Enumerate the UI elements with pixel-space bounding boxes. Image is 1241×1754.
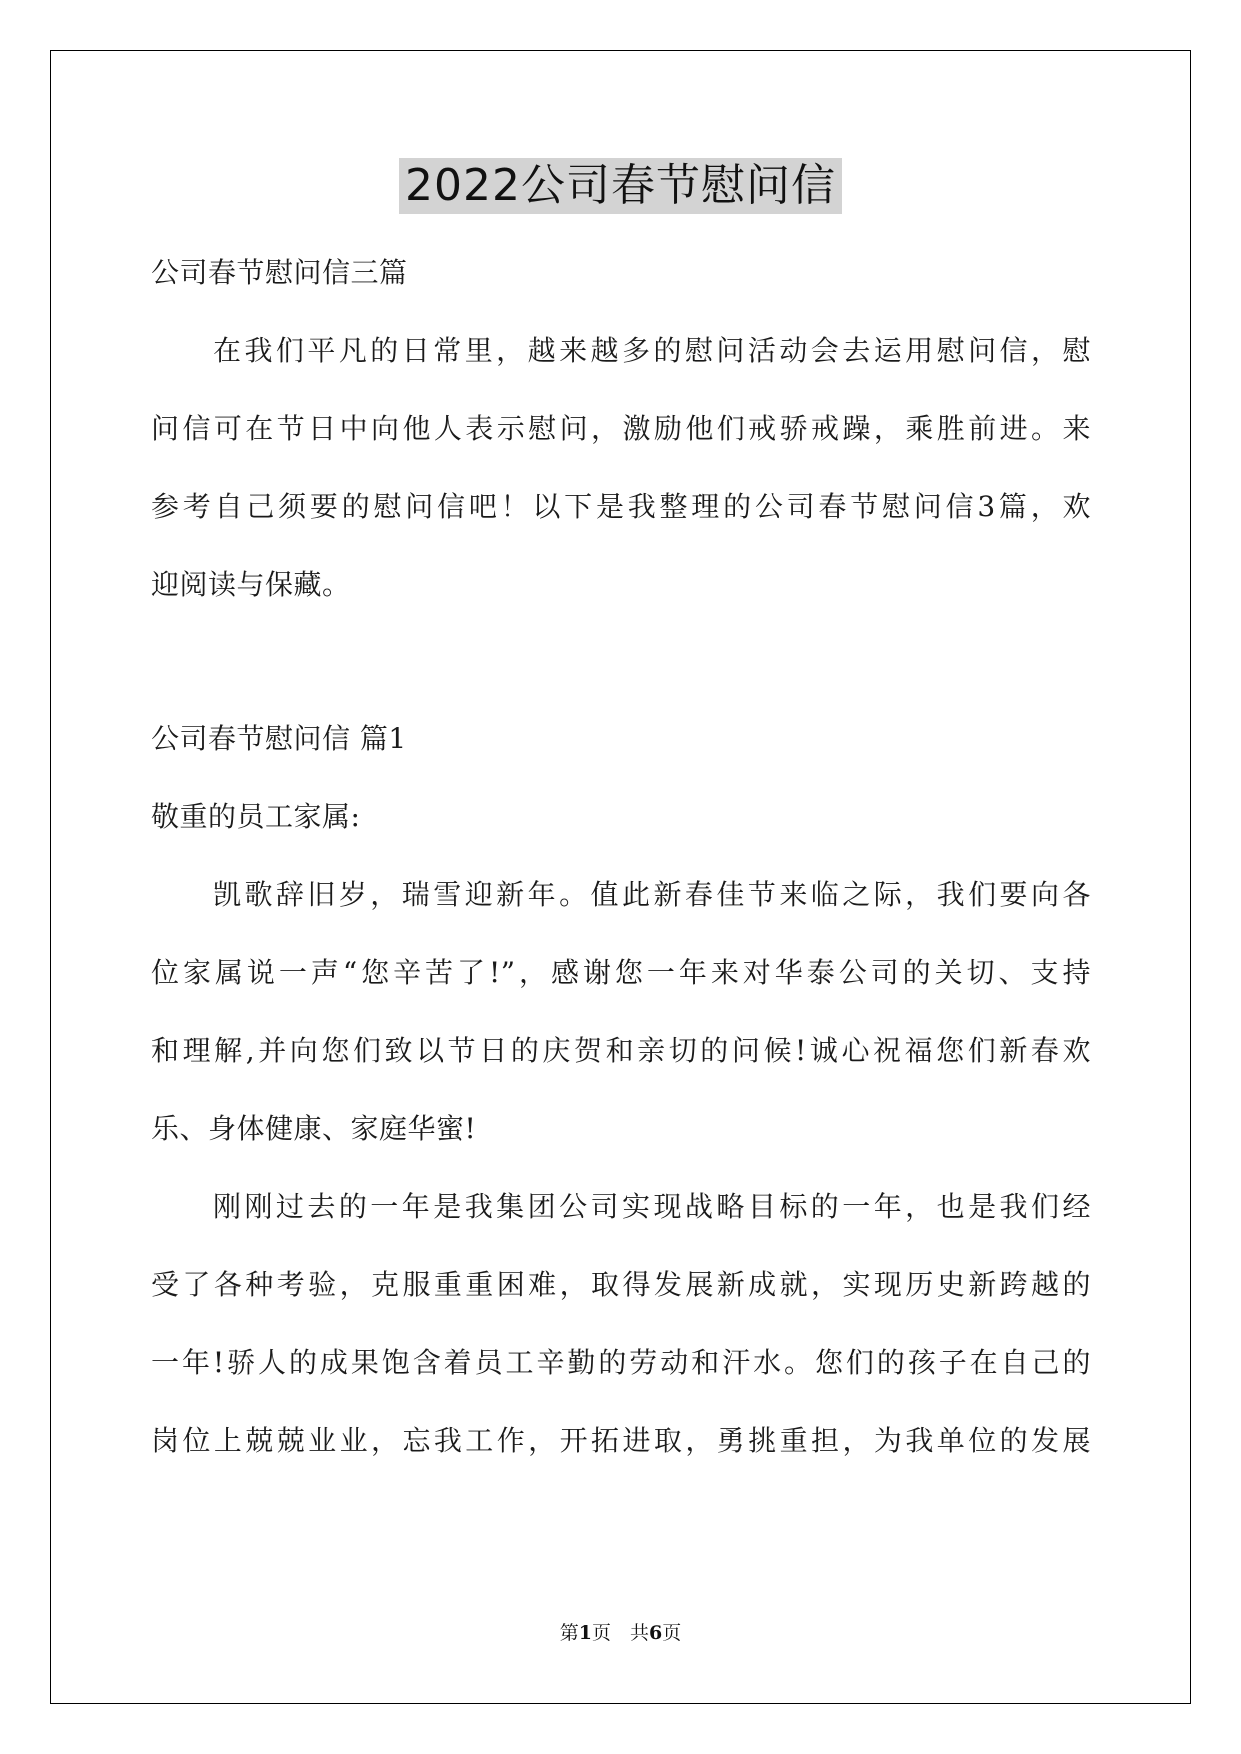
paragraph-line: 位家属说一声“您辛苦了!”，感谢您一年来对华泰公司的关切、支持: [151, 956, 1091, 989]
salutation: 敬重的员工家属:: [151, 800, 361, 833]
page-prefix: 第: [559, 1622, 579, 1644]
section-gap: [151, 624, 1091, 700]
paragraph-line: 和理解,并向您们致以节日的庆贺和亲切的问候!诚心祝福您们新春欢: [151, 1034, 1091, 1067]
intro-line: 问信可在节日中向他人表示慰问，激励他们戒骄戒躁，乘胜前进。来: [151, 412, 1091, 445]
paragraph-line: 乐、身体健康、家庭华蜜!: [151, 1112, 477, 1145]
total-page-number: 6: [649, 1622, 663, 1644]
paragraph-line: 凯歌辞旧岁，瑞雪迎新年。值此新春佳节来临之际，我们要向各: [213, 878, 1091, 911]
intro-line: 迎阅读与保藏。: [151, 568, 351, 601]
paragraph-line: 受了各种考验，克服重重困难，取得发展新成就，实现历史新跨越的: [151, 1268, 1091, 1301]
intro-line: 在我们平凡的日常里，越来越多的慰问活动会去运用慰问信，慰: [213, 334, 1091, 367]
document-title: 2022公司春节慰问信: [399, 158, 842, 214]
paragraph-line: 岗位上兢兢业业，忘我工作，开拓进取，勇挑重担，为我单位的发展: [151, 1424, 1091, 1457]
document-body: [151, 234, 1091, 1480]
current-page-number: 1: [578, 1622, 592, 1644]
intro-line: 参考自己须要的慰问信吧！以下是我整理的公司春节慰问信3篇，欢: [151, 490, 1091, 523]
title-container: [0, 158, 1241, 214]
page-suffix: 页: [662, 1622, 682, 1644]
subtitle: 公司春节慰问信三篇: [151, 256, 408, 289]
paragraph-line: 刚刚过去的一年是我集团公司实现战略目标的一年，也是我们经: [213, 1190, 1091, 1223]
page-separator: 页 共: [591, 1622, 649, 1644]
section-heading: 公司春节慰问信 篇1: [151, 722, 407, 755]
paragraph-line: 一年!骄人的成果饱含着员工辛勤的劳动和汗水。您们的孩子在自己的: [151, 1346, 1091, 1379]
page-footer: [0, 1618, 1241, 1645]
